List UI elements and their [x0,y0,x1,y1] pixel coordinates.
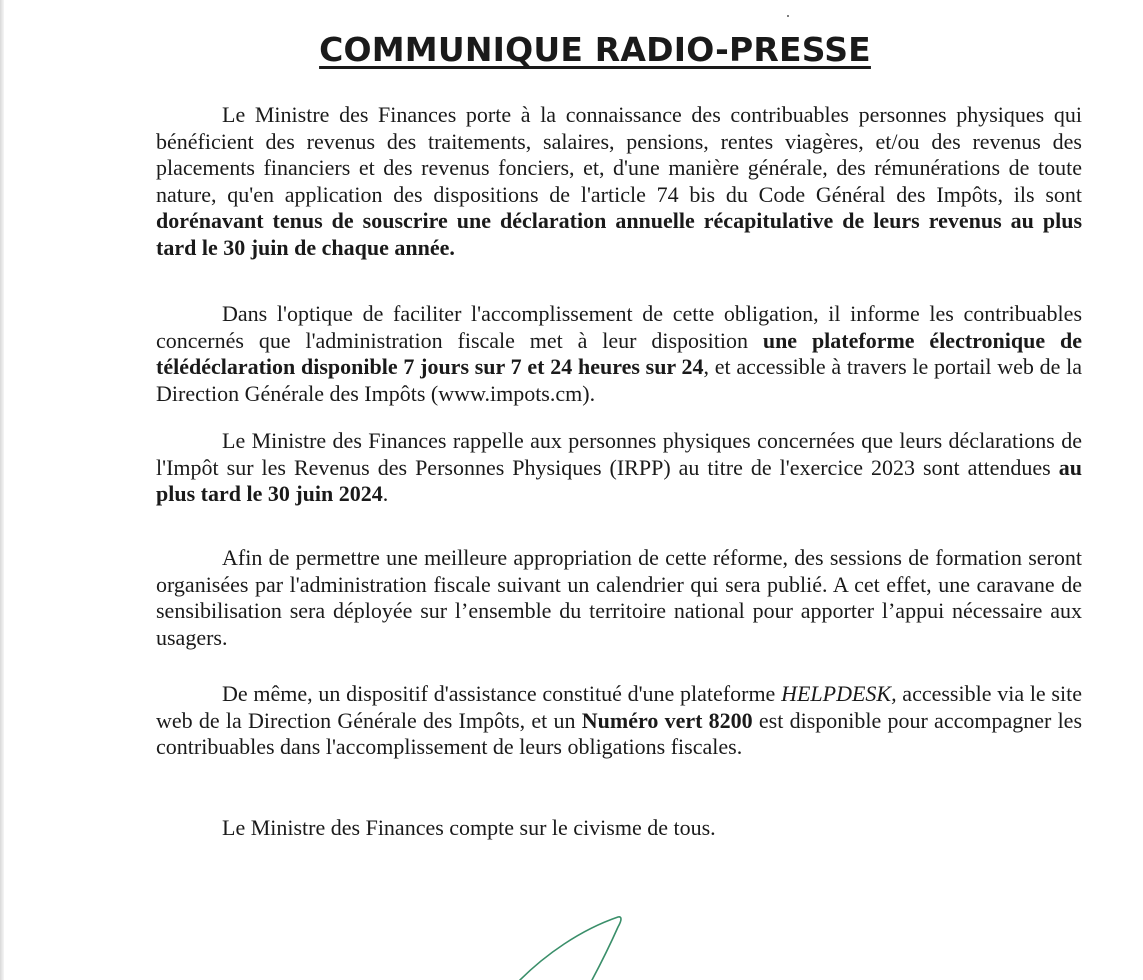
paragraph-assistance: De même, un dispositif d'assistance constitué d'une plateforme HELPDESK, accessible via le site web de la Direction Générale des Impôts, et un Numéro vert 8200 est disponible pour accompagner les contribuables dans l'accomplissement de leurs obligations fiscales. [156,681,1083,759]
scan-speck [787,15,789,17]
handwritten-signature [500,905,640,980]
paragraph-closing: Le Ministre des Finances compte sur le civisme de tous. [222,815,716,840]
paragraph-deadline: Le Ministre des Finances rappelle aux personnes physiques concernées que leurs déclarations de l'Impôt sur les Revenus des Personnes Physiques (IRPP) au titre de l'exercice 2023 sont attendues au plus tard le 30 juin 2024. [156,428,1082,506]
paragraph-training: Afin de permettre une meilleure appropriation de cette réforme, des sessions de formation seront organisées par l'administration fiscale suivant un calendrier qui sera publié. A cet effet, une caravane de sensibilisation sera déployée sur l’ensemble du territoire national pour apporter l’appui nécessaire aux usagers. [156,545,1082,650]
paragraph-platform: Dans l'optique de faciliter l'accomplissement de cette obligation, il informe les contribuables concernés que l'administration fiscale met à leur disposition une plateforme électronique de télédéclaration disponible 7 jours sur 7 et 24 heures sur 24, et accessible à travers le portail web de la Direction Générale des Impôts (www.impots.cm). [156,301,1082,406]
paragraph-obligation: Le Ministre des Finances porte à la connaissance des contribuables personnes physiques qui bénéficient des revenus des traitements, salaires, pensions, rentes viagères, et/ou des revenus des placements financiers et des revenus fonciers, et, d'une manière générale, des rémunérations de toute nature, qu'en application des dispositions de l'article 74 bis du Code Général des Impôts, ils sont dorénavant tenus de souscrire une déclaration annuelle récapitulative de leurs revenus au plus tard le 30 juin de chaque année. [156,102,1082,260]
scan-edge-shadow [0,0,4,980]
document-title: COMMUNIQUE RADIO-PRESSE [319,30,871,69]
